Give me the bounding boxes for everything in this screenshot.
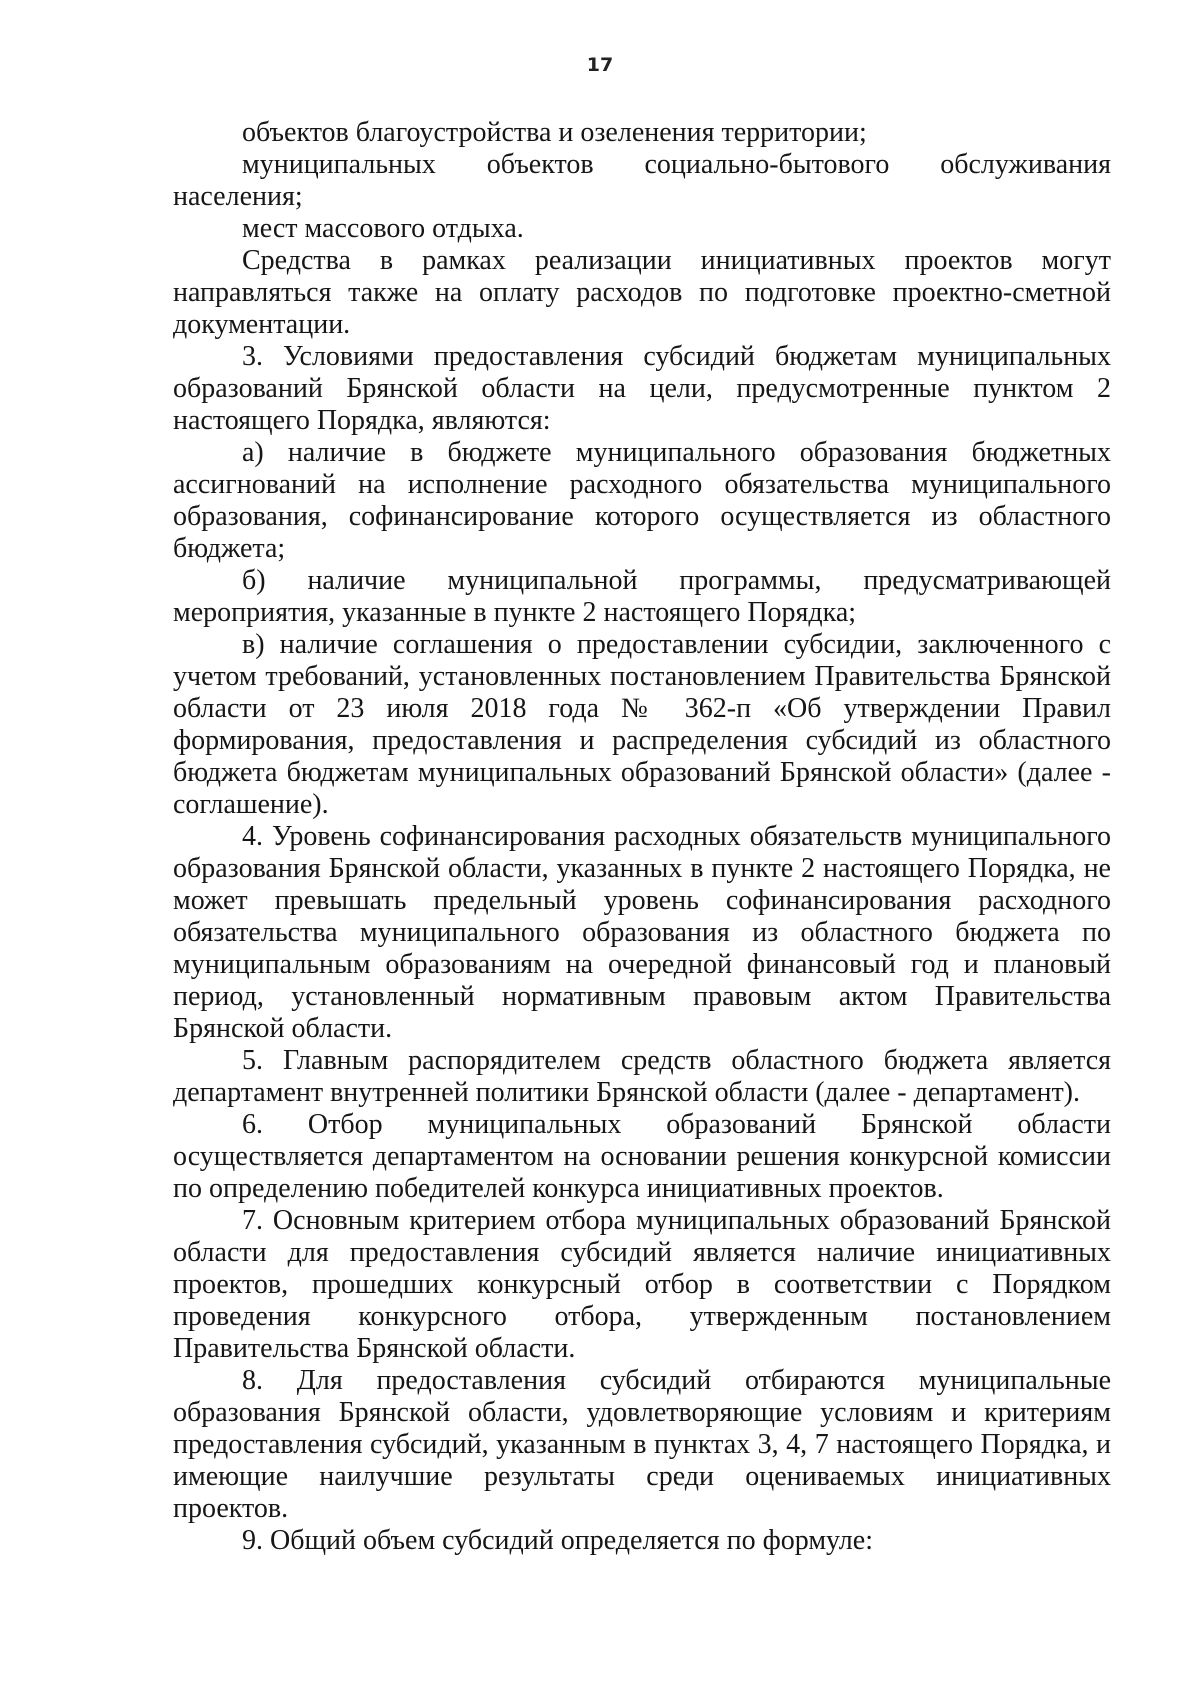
paragraph-item-5: 5. Главным распорядителем средств областного бюджета является департамент внутренней политики Брянской области (далее - департамент). — [173, 1045, 1111, 1108]
paragraph-item-3: 3. Условиями предоставления субсидий бюджетам муниципальных образований Брянской области на цели, предусмотренные пунктом 2 настоящего Порядка, являются: — [173, 341, 1111, 436]
paragraph-social-facilities: муниципальных объектов социально-бытового обслуживания населения; — [173, 149, 1111, 212]
paragraph-item-3a: а) наличие в бюджете муниципального образования бюджетных ассигнований на исполнение расходного обязательства муниципального образования, софинансирование которого осуществляется из областного бюджета; — [173, 437, 1111, 564]
page-number: 17 — [586, 54, 614, 76]
paragraph-landscaping: объектов благоустройства и озеленения территории; — [242, 117, 867, 148]
paragraph-recreation: мест массового отдыха. — [242, 213, 524, 244]
paragraph-item-6: 6. Отбор муниципальных образований Брянской области осуществляется департаментом на основании решения конкурсной комиссии по определению победителей конкурса инициативных проектов. — [173, 1109, 1111, 1204]
document-body — [173, 117, 1111, 1557]
paragraph-item-8: 8. Для предоставления субсидий отбираются муниципальные образования Брянской области, удовлетворяющие условиям и критериям предоставления субсидий, указанным в пунктах 3, 4, 7 настоящего Порядка, и имеющие наилучшие результаты среди оцениваемых инициативных проектов. — [173, 1365, 1111, 1524]
paragraph-item-9: 9. Общий объем субсидий определяется по формуле: — [242, 1525, 873, 1556]
paragraph-item-3b: б) наличие муниципальной программы, предусматривающей мероприятия, указанные в пункте 2 настоящего Порядка; — [173, 565, 1111, 628]
paragraph-item-3v: в) наличие соглашения о предоставлении субсидии, заключенного с учетом требований, установленных постановлением Правительства Брянской области от 23 июля 2018 года № 362-п «Об утверждении Правил формирования, предоставления и распределения субсидий из областного бюджета бюджетам муниципальных образований Брянской области» (далее - соглашение). — [173, 629, 1111, 820]
paragraph-item-7: 7. Основным критерием отбора муниципальных образований Брянской области для предоставления субсидий является наличие инициативных проектов, прошедших конкурсный отбор в соответствии с Порядком проведения конкурсного отбора, утвержденным постановлением Правительства Брянской области. — [173, 1205, 1111, 1364]
paragraph-design-documentation: Средства в рамках реализации инициативных проектов могут направляться также на оплату расходов по подготовке проектно-сметной документации. — [173, 245, 1111, 340]
paragraph-item-4: 4. Уровень софинансирования расходных обязательств муниципального образования Брянской области, указанных в пункте 2 настоящего Порядка, не может превышать предельный уровень софинансирования расходного обязательства муниципального образования из областного бюджета по муниципальным образованиям на очередной финансовый год и плановый период, установленный нормативным правовым актом Правительства Брянской области. — [173, 821, 1111, 1044]
